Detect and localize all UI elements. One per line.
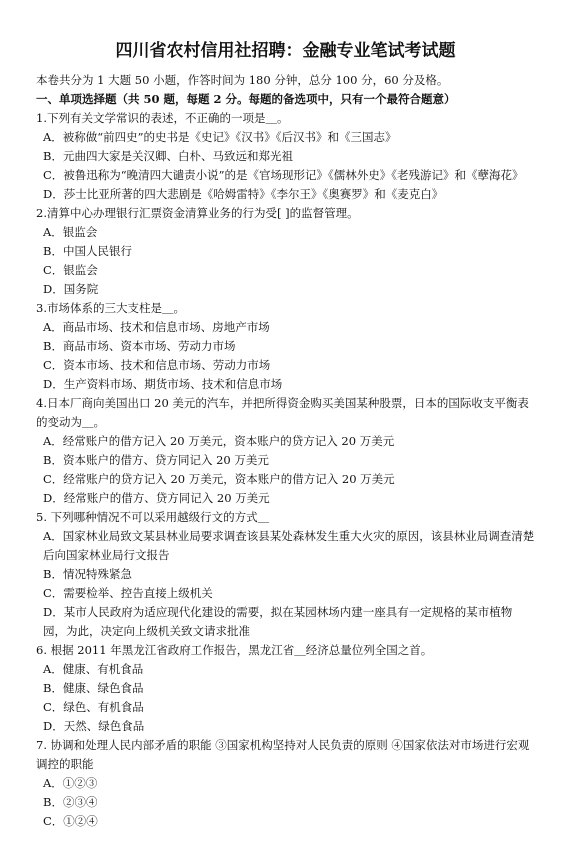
question-option: C．被鲁迅称为“晚清四大谴责小说”的是《官场现形记》《儒林外史》《老残游记》和《孽海花》 bbox=[43, 168, 524, 182]
question-option: D．国务院 bbox=[43, 282, 99, 296]
question-option: B．健康、绿色食品 bbox=[43, 681, 144, 695]
question-stem: 7. 协调和处理人民内部矛盾的职能 ③国家机构坚持对人民负责的原则 ④国家依法对市场进行宏观调控的职能 bbox=[36, 738, 530, 771]
question-option: D．某市人民政府为适应现代化建设的需要，拟在某园林场内建一座具有一定规格的某市植物园，为此，决定向上级机关致文请求批准 bbox=[43, 605, 513, 638]
question-stem: 5. 下列哪种情况不可以采用越级行文的方式＿ bbox=[36, 510, 270, 524]
question-option: A．①②③ bbox=[43, 776, 98, 790]
question-4 bbox=[36, 394, 535, 508]
document-title: 四川省农村信用社招聘：金融专业笔试考试题 bbox=[115, 41, 456, 61]
question-option: D．生产资料市场、期货市场、技术和信息市场 bbox=[43, 377, 283, 391]
question-option: C．银监会 bbox=[43, 263, 98, 277]
question-option: B．情况特殊紧急 bbox=[43, 567, 132, 581]
question-stem: 1.下列有关文学常识的表述，不正确的一项是＿。 bbox=[36, 111, 289, 125]
question-option: A．国家林业局致文某县林业局要求调查该县某处森林发生重大火灾的原因，该县林业局调查清楚后向国家林业局行文报告 bbox=[43, 529, 535, 562]
question-stem: 2.清算中心办理银行汇票资金清算业务的行为受[ ]的监督管理。 bbox=[36, 206, 359, 220]
exam-intro: 本卷共分为 1 大题 50 小题，作答时间为 180 分钟，总分 100 分，60 分及格。 bbox=[36, 73, 449, 87]
question-option: B．资本账户的借方、贷方同记入 20 万美元 bbox=[43, 453, 269, 467]
question-option: C．资本市场、技术和信息市场、劳动力市场 bbox=[43, 358, 271, 372]
question-option: B．②③④ bbox=[43, 795, 98, 809]
question-stem: 3.市场体系的三大支柱是＿。 bbox=[36, 301, 185, 315]
question-option: A．商品市场、技术和信息市场、房地产市场 bbox=[43, 320, 270, 334]
question-option: C．绿色、有机食品 bbox=[43, 700, 144, 714]
question-7 bbox=[36, 736, 535, 831]
question-option: D．经常账户的借方、贷方同记入 20 万美元 bbox=[43, 491, 270, 505]
question-option: C．需要检举、控告直接上级机关 bbox=[43, 586, 213, 600]
question-option: A．经常账户的借方记入 20 万美元，资本账户的贷方记入 20 万美元 bbox=[43, 434, 395, 448]
question-option: B．商品市场、资本市场、劳动力市场 bbox=[43, 339, 236, 353]
question-stem: 6. 根据 2011 年黑龙江省政府工作报告，黑龙江省＿经济总量位列全国之首。 bbox=[36, 643, 433, 657]
question-stem: 4.日本厂商向美国出口 20 美元的汽车，并把所得资金购买美国某种股票，日本的国际收支平衡表的变动为＿。 bbox=[36, 396, 529, 429]
question-3 bbox=[36, 299, 535, 394]
question-option: C．经常账户的贷方记入 20 万美元，资本账户的借方记入 20 万美元 bbox=[43, 472, 395, 486]
question-option: C．①②④ bbox=[43, 814, 98, 828]
question-option: D．天然、绿色食品 bbox=[43, 719, 145, 733]
section-heading: 一、单项选择题（共 50 题，每题 2 分。每题的备选项中，只有一个最符合题意） bbox=[36, 92, 456, 106]
question-option: A．银监会 bbox=[43, 225, 98, 239]
question-1 bbox=[36, 109, 535, 204]
question-option: B．元曲四大家是关汉卿、白朴、马致远和郑光祖 bbox=[43, 149, 293, 163]
question-6 bbox=[36, 641, 535, 736]
question-option: D．莎士比亚所著的四大悲剧是《哈姆雷特》《李尔王》《奥赛罗》和《麦克白》 bbox=[43, 187, 444, 201]
question-2 bbox=[36, 204, 535, 299]
question-option: B．中国人民银行 bbox=[43, 244, 132, 258]
question-option: A．健康、有机食品 bbox=[43, 662, 144, 676]
question-5 bbox=[36, 508, 535, 641]
question-option: A．被称做“前四史”的史书是《史记》《汉书》《后汉书》和《三国志》 bbox=[43, 130, 397, 144]
